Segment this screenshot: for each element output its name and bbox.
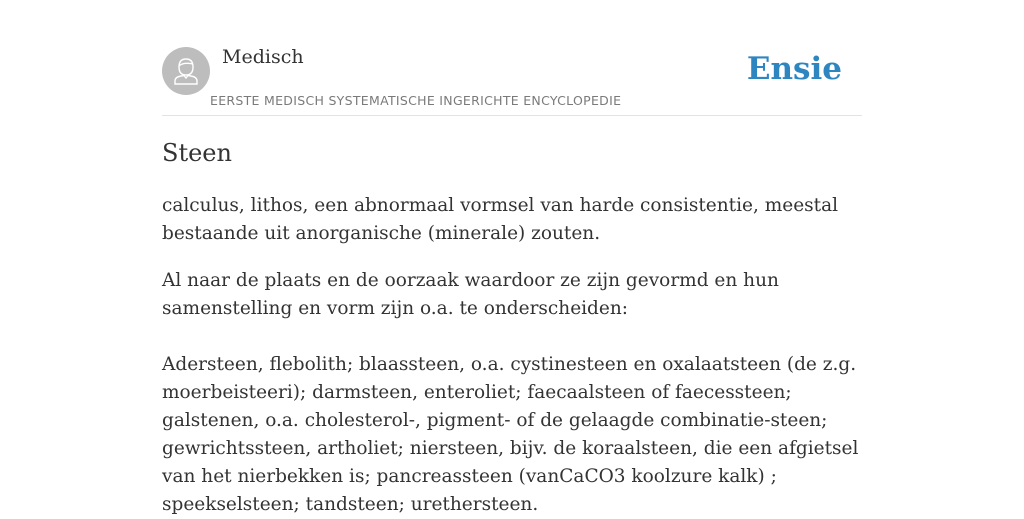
user-avatar-icon[interactable] bbox=[162, 47, 210, 95]
site-name[interactable]: Medisch bbox=[222, 46, 304, 68]
article-paragraph: Adersteen, flebolith; blaassteen, o.a. cystinesteen en oxalaatsteen (de z.g. moerbeisteeri); darmsteen, enteroliet; faecaalsteen of faecessteen; galstenen, o.a. cholesterol-, pigment- of de gelaagde combinatie-steen; gewrichtssteen, artholiet; niersteen, bijv. de koraalsteen, die een afgietsel van het nierbekken is; pancreassteen (vanCaCO3 koolzure kalk) ; speekselsteen; tandsteen; urethersteen. bbox=[162, 354, 859, 515]
article-title: Steen bbox=[162, 139, 232, 167]
article-paragraph: Al naar de plaats en de oorzaak waardoor ze zijn gevormd en hun samenstelling en vorm zijn o.a. te onderscheiden: bbox=[162, 270, 779, 319]
site-header bbox=[162, 0, 862, 116]
brand-logo[interactable]: Ensie bbox=[746, 51, 842, 87]
article-paragraph: calculus, lithos, een abnormaal vormsel van harde consistentie, meestal bestaande uit anorganische (minerale) zouten. bbox=[162, 195, 839, 244]
site-subtitle: EERSTE MEDISCH SYSTEMATISCHE INGERICHTE ENCYCLOPEDIE bbox=[210, 93, 622, 108]
page-container bbox=[162, 0, 862, 515]
